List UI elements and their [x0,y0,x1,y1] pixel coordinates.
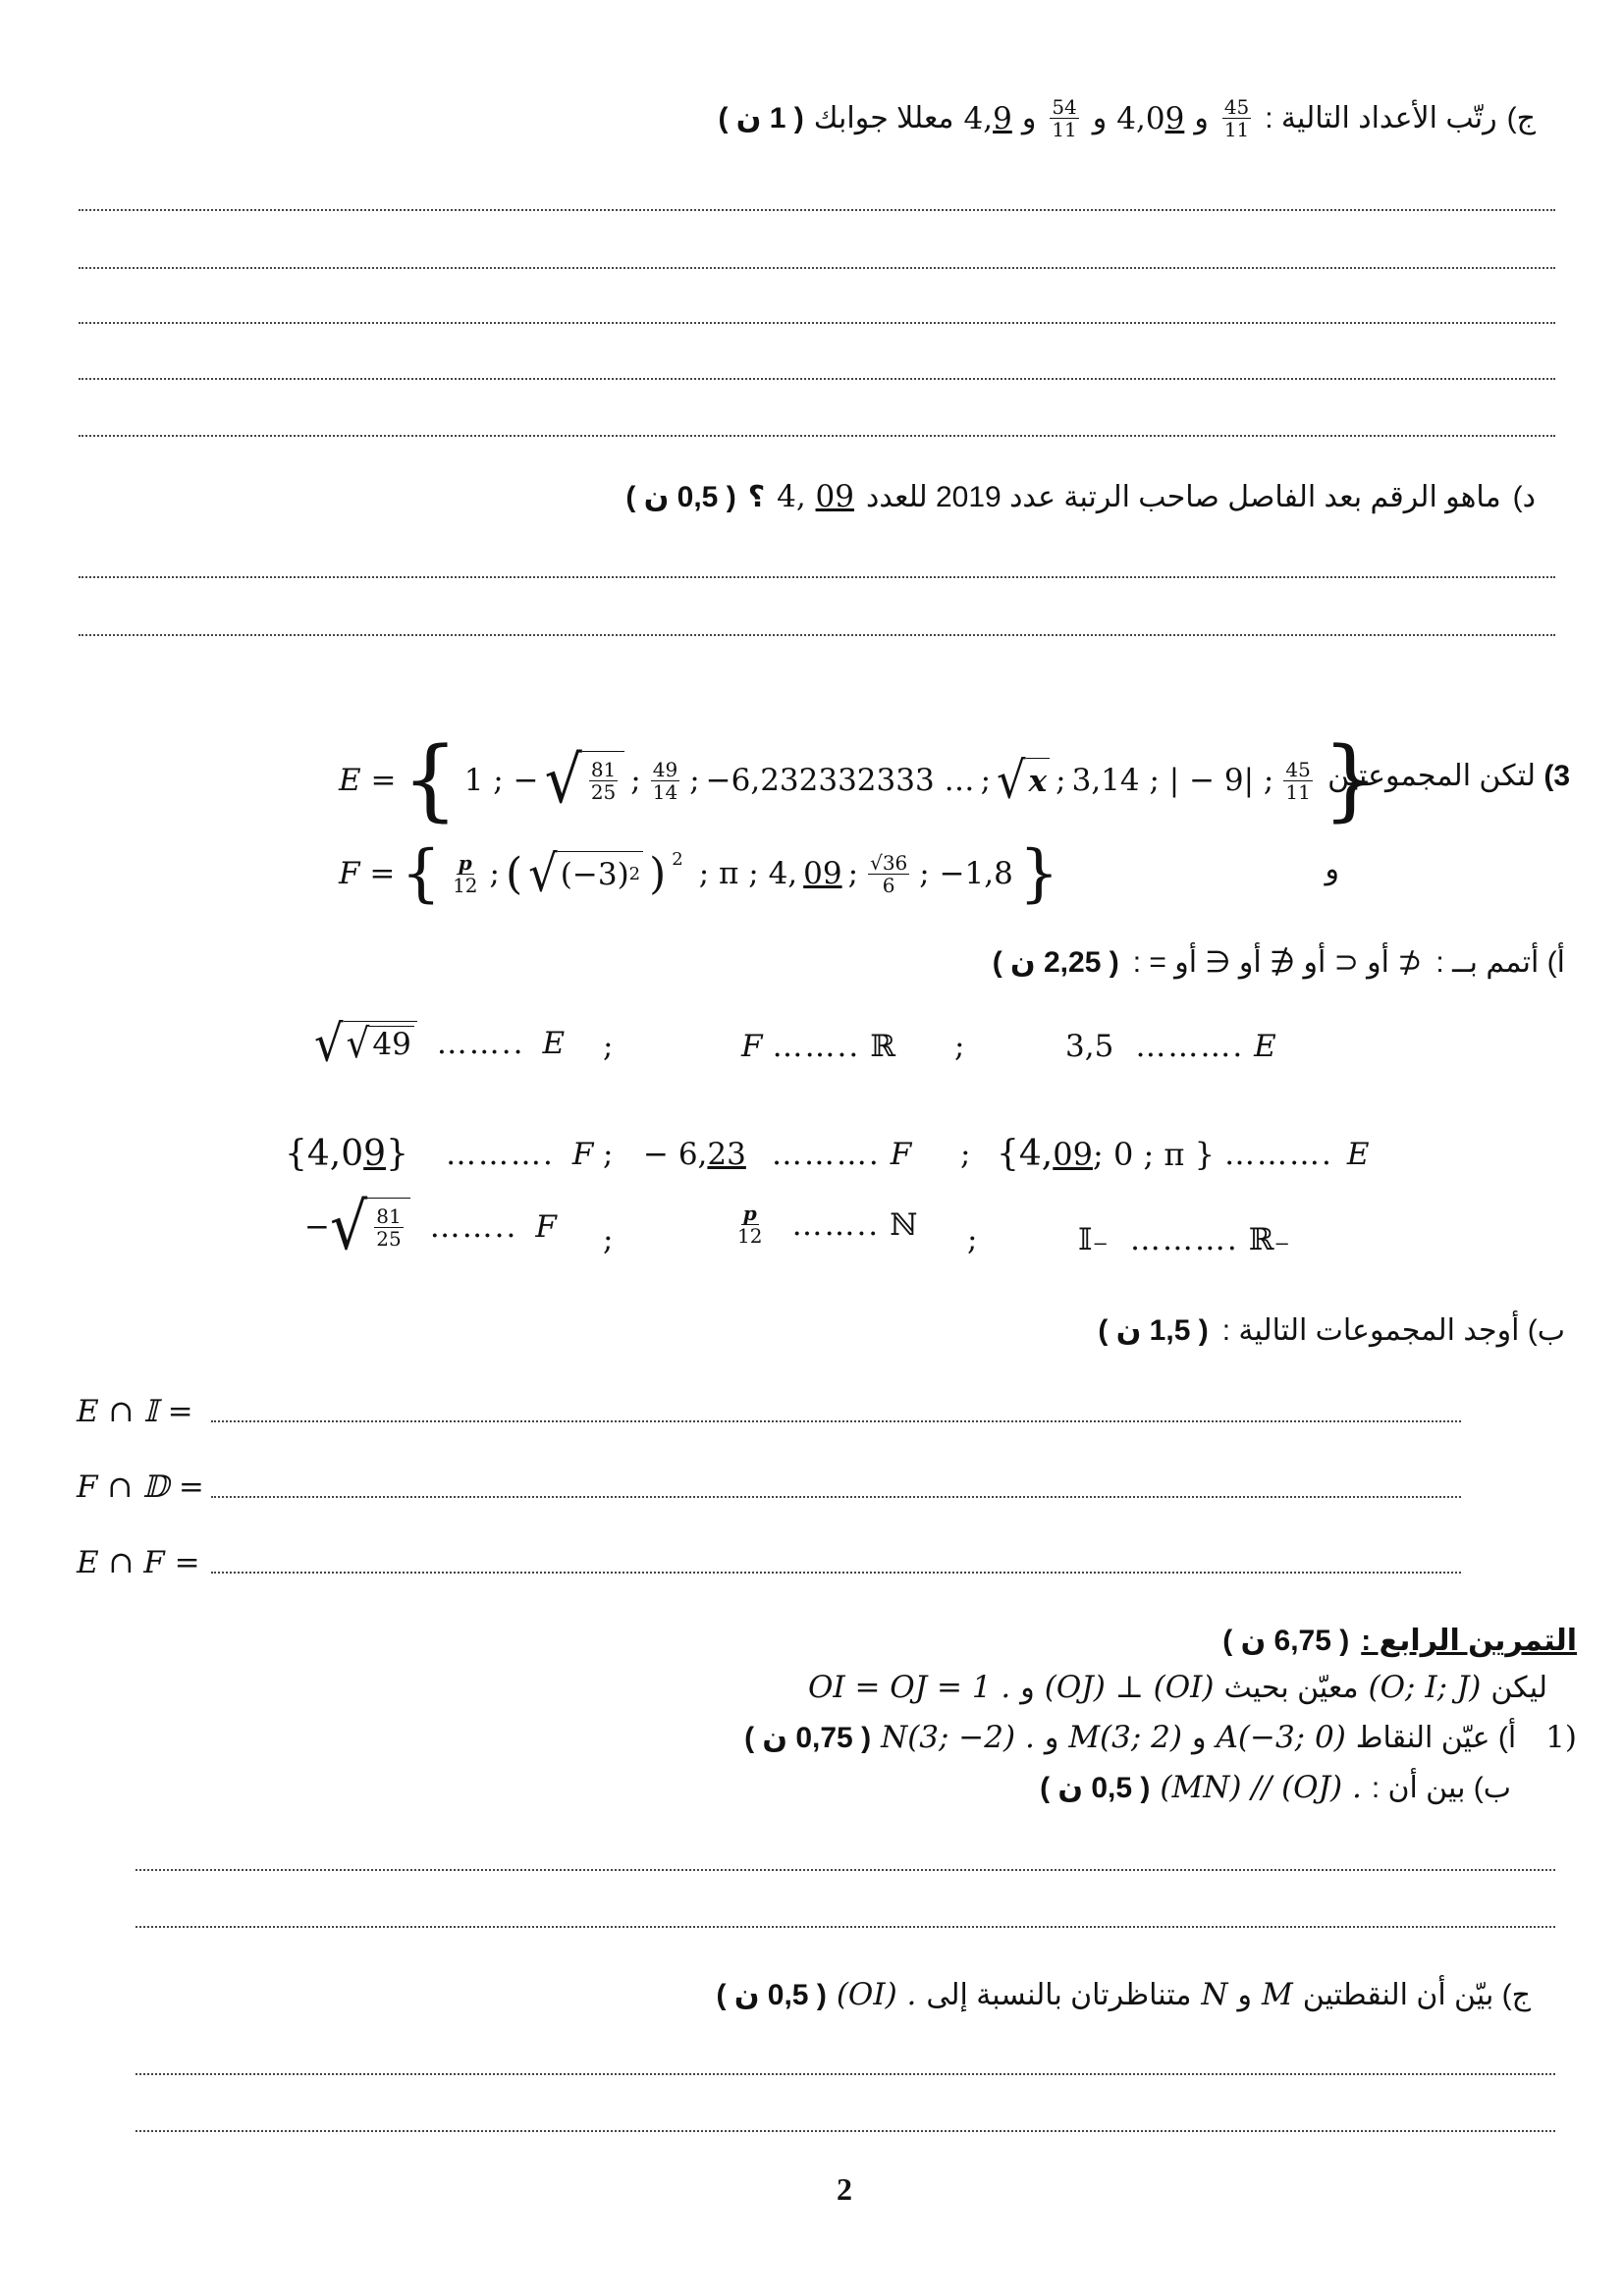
set-E-label: E = [339,763,397,798]
set-F-label: F = [339,856,396,891]
question-1a-points: ( 0,75 ن ) [744,1721,872,1754]
part-b-heading [1098,1313,1565,1348]
answer-line [135,2130,1555,2132]
set-F-definition: F = { $\frac{p}{12}$ ; ( √ (−3) 2 ) $^2$ ; π ; 4, 09 ; $\frac{√36}{6}$ ; −1,8 } [339,837,1059,910]
blank[interactable]: ………. [771,1137,881,1172]
question-d-label: د) [1512,480,1536,513]
right-brace: } [1322,728,1380,831]
set-E-definition: E = { 1 ; − √ $\frac{81}{25}$ ; $\frac{49}{14}$ ; −6,232332333 … ; √ x ; 3,14 ; | − 9| ; $\frac{45}{11}$ } [339,728,1380,831]
exercise-3-number: 3) [1543,760,1570,792]
answer-line [79,634,1555,636]
page-number: 2 [837,2171,852,2207]
answer-line [211,1420,1461,1422]
fraction-49-14: $\frac{49}{14}$ [652,757,678,804]
relation-row-2-2: − 6, 23 ………. F [643,1137,912,1172]
point-M: M(3; 2) [1068,1720,1182,1755]
blank[interactable]: ………. [445,1136,555,1172]
blank[interactable]: …….. [429,1209,518,1245]
question-j [718,96,1536,140]
connector-and: و [1092,102,1108,134]
intersection-E-I: E ∩ 𝕀 = [77,1394,193,1429]
question-j-text: رتّب الأعداد التالية : [1265,102,1497,134]
part-a-heading [993,945,1565,980]
blank[interactable]: ………. [1223,1136,1333,1172]
question-d-points: ( 0,5 ن ) [625,480,736,513]
part-b-points: ( 1,5 ن ) [1098,1314,1209,1347]
blank[interactable]: …….. [791,1206,881,1243]
exercise-4-title: التمرين الرابع : [1361,1625,1577,1657]
answer-line [211,1496,1461,1498]
element-one: 1 ; − [463,763,539,798]
separator: ; [960,1137,971,1172]
relation-row-3-3: 𝕀₋ ………. ℝ₋ [1078,1222,1290,1257]
answer-line [211,1572,1461,1574]
sqrt-sqrt-49: √ √ 49 [314,1021,417,1067]
element-minus-1-8: ; −1,8 [919,856,1013,891]
number-4-9: 4,9 [963,100,1012,136]
perpendicular-OJ-OI: (OJ) ⊥ (OI) [1044,1670,1215,1705]
answer-line [79,209,1555,211]
separator: ; [954,1029,965,1064]
exercise-4-heading [1222,1624,1577,1658]
part-a-symbols: ⊄ أو ⊂ أو ∉ أو ∈ أو = : [1132,946,1423,979]
part-a-points: ( 2,25 ن ) [992,946,1119,979]
exercise-3-and: و [1325,853,1339,885]
element-decimal: −6,232332333 … [705,763,975,798]
element-4-09: 09 [803,856,842,891]
intersection-F-D: F ∩ 𝔻 = [77,1469,204,1505]
answer-line [135,1869,1555,1871]
left-brace: { [402,728,459,831]
fraction-54-11: $\frac{54}{11}$ [1052,95,1077,141]
blank[interactable]: ………. [1135,1029,1245,1064]
left-brace: { [401,837,442,910]
sqrt-x: √ x [997,758,1050,804]
exercise-4-q1c: ج) بيّن أن النقطتين M و N متناظرتان بالنسبة إلى (OI) . ( 0,5 ن ) [716,1977,1531,2012]
separator: ; [603,1222,614,1257]
relation-row-3-2: $\frac{p}{12}$ …….. ℕ [737,1201,918,1248]
point-A: A(−3; 0) [1216,1720,1346,1755]
question-1c-points: ( 0,5 ن ) [716,1978,827,2011]
intersection-E-F: E ∩ F = [77,1545,200,1580]
answer-line [79,576,1555,578]
answer-line [79,322,1555,324]
sqrt-81-25: √ $\frac{81}{25}$ [545,751,625,810]
exercise-4-line1: ليكن (O; I; J) معيّن بحيث (OJ) ⊥ (OI) و OI = OJ = 1 . [807,1670,1547,1705]
fraction-sqrt36-6: $\frac{√36}{6}$ [870,850,908,897]
relation-row-2: {4,0 9 } ………. F [285,1134,594,1174]
relation-row-3: − √ $\frac{81}{25}$ …….. F [304,1189,557,1265]
question-1b-points: ( 0,5 ن ) [1040,1771,1151,1804]
blank[interactable]: …….. [772,1029,861,1064]
connector-and: و [1194,102,1209,134]
fraction-45-11: $\frac{45}{11}$ [1285,757,1311,804]
answer-line [135,1926,1555,1928]
fraction-p-12: $\frac{p}{12}$ [453,850,478,897]
part-b-label: ب) أوجد المجموعات التالية : [1221,1314,1565,1347]
parallel-MN-OJ: (MN) // (OJ) . [1160,1770,1362,1805]
separator: ; [967,1222,978,1257]
fraction-45-11: $\frac{45}{11}$ [1223,95,1250,141]
sqrt-81-25: √ $\frac{81}{25}$ [330,1198,410,1256]
question-j-tail: معللا جوابك [813,102,954,134]
sqrt-minus3-squared: √ (−3) 2 [528,851,643,897]
question-d [625,479,1536,514]
answer-line [79,378,1555,380]
answer-line [135,2073,1555,2075]
question-1-number: 1) [1545,1720,1577,1755]
part-a-label: أ) أتمم بــ : [1435,946,1565,979]
point-N-label: N [1201,1977,1228,2012]
answer-line [79,435,1555,437]
frame-OIJ: (O; I; J) [1368,1670,1482,1705]
point-N: N(3; −2) . [881,1720,1035,1755]
exercise-4-q1: 1) أ) عيّن النقاط A(−3; 0) و M(3; 2) و N(3; −2) . ( 0,75 ن ) [744,1720,1577,1755]
relation-row-1: √ √ 49 …….. E [314,1014,566,1073]
question-mark: ؟ [747,480,766,513]
answer-line [79,267,1555,269]
separator: ; [603,1029,614,1064]
blank[interactable]: ………. [1129,1222,1239,1257]
relation-row-2-3: {4, 09 ; 0 ; π } ………. E [997,1134,1370,1174]
axis-OI: (OI) . [836,1977,917,2012]
number-4-09: 4,09 [1116,100,1185,136]
exercise-3-intro-text: لتكن المجموعتين [1327,760,1536,792]
exercise-4-q1b: ب) بين أن : (MN) // (OJ) . ( 0,5 ن ) [1040,1770,1511,1805]
right-brace: } [1018,837,1059,910]
element-3-14-abs-9: 3,14 ; | − 9| ; [1071,763,1274,798]
question-d-text: ماهو الرقم بعد الفاصل صاحب الرتبة عدد 2019 للعدد [865,480,1501,513]
blank[interactable]: …….. [436,1026,525,1062]
number-4-09: 4, 09 [777,479,854,514]
relation-row-1-2: F …….. ℝ [741,1029,895,1064]
exercise-4-points: ( 6,75 ن ) [1222,1625,1350,1657]
unit-lengths: OI = OJ = 1 . [807,1670,1011,1705]
element-pi: ; π ; 4, [698,856,798,891]
separator: ; [603,1137,614,1172]
relation-row-1-3: 3,5 ………. E [1065,1029,1276,1064]
question-j-label: ج) [1506,102,1536,134]
question-j-points: ( 1 ن ) [718,102,804,134]
connector-and: و [1021,102,1037,134]
point-M-label: M [1262,1977,1293,2012]
